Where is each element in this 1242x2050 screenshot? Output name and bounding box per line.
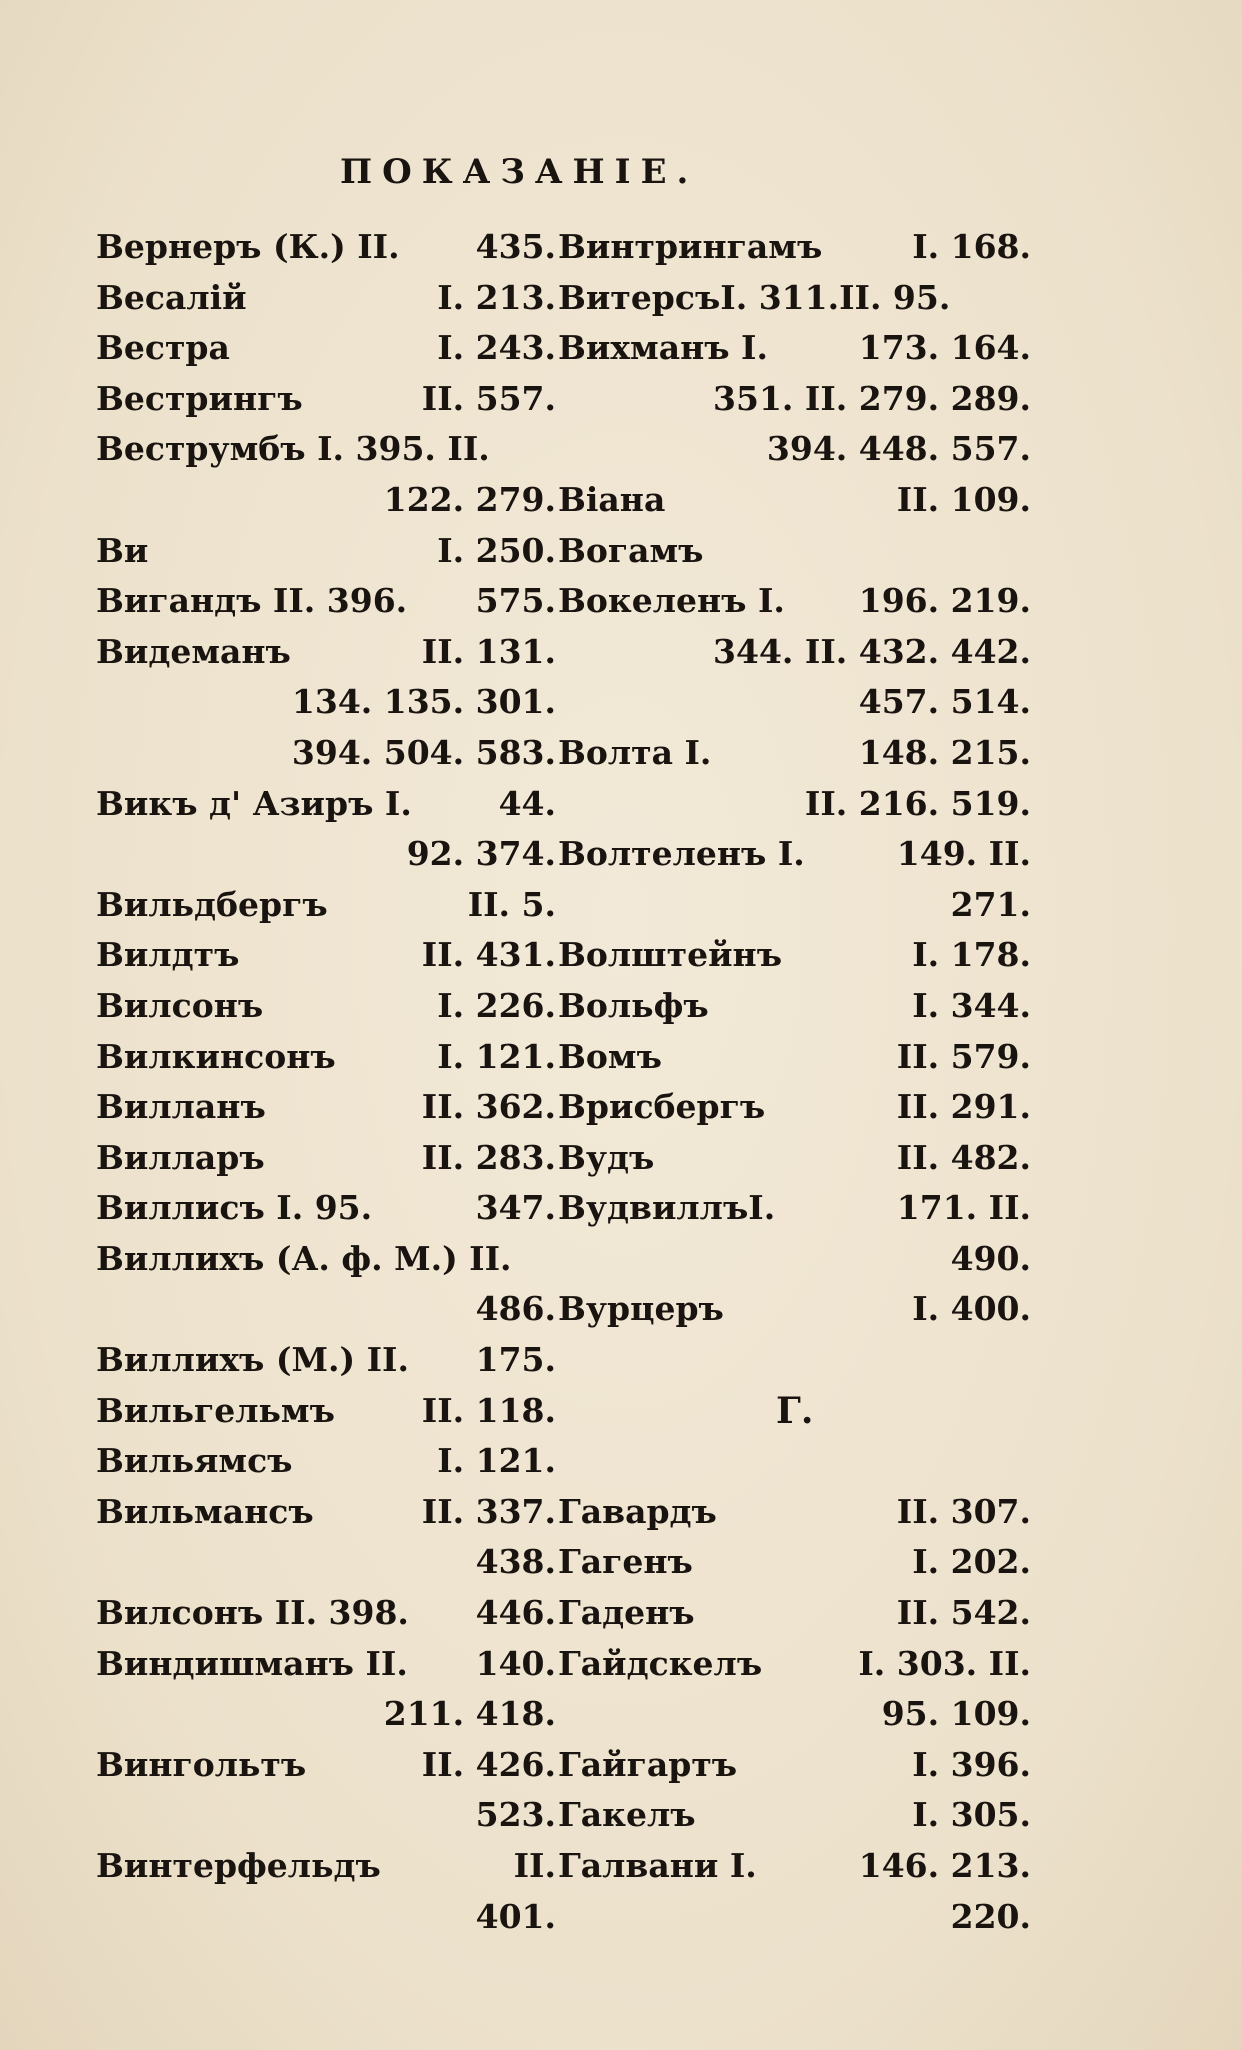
entry-name-left: Вилдтъ (96, 935, 240, 975)
section-letter: Г. (776, 1389, 814, 1432)
page-heading: ПОКАЗАНIЕ. (340, 152, 699, 192)
page-refs-right: 173. 164. (858, 328, 1031, 368)
page-refs-left: 92. 374. (406, 834, 556, 874)
index-row (96, 323, 1031, 374)
page-refs-right: II. 307. (896, 1491, 1031, 1531)
page-refs-left: II. (513, 1846, 556, 1885)
entry-name-right: Вогамъ (558, 530, 704, 570)
entry-name-left: Вильгельмъ (96, 1390, 335, 1430)
index-row (96, 1689, 1031, 1740)
index-row (96, 1335, 1031, 1386)
page-refs-right: I. 168. (912, 227, 1031, 266)
page-refs-right: II. 579. (896, 1036, 1031, 1076)
index-row (96, 1740, 1031, 1791)
index-row (96, 1841, 1031, 1892)
page-refs-left: II. 426. (421, 1744, 556, 1784)
entry-name-left: Вигандъ II. 396. (96, 581, 408, 621)
index-row (96, 222, 1031, 273)
page-refs-left: 394. 504. 583. (291, 732, 556, 772)
index-row (96, 779, 1031, 830)
entry-name-left: Виллихъ (М.) II. (96, 1340, 409, 1380)
page-refs-left: II. 362. (421, 1087, 556, 1127)
entry-name-left: Виндишманъ II. (96, 1643, 408, 1683)
index-row (96, 728, 1031, 779)
entry-name-left: Виллихъ (А. ф. М.) II. (96, 1238, 512, 1278)
page-refs-left: I. 121. (437, 1441, 556, 1481)
page-refs-left: 401. (475, 1896, 556, 1936)
page-refs-left: 435. (475, 227, 556, 266)
index-row (96, 374, 1031, 425)
index-row (96, 1082, 1031, 1133)
entry-name-right: Вурцеръ (558, 1289, 724, 1329)
index-row (96, 526, 1031, 577)
entry-name-right: Гайдскелъ (558, 1643, 763, 1683)
page-refs-left: II. 337. (421, 1491, 556, 1531)
page-refs-right: II. 291. (896, 1087, 1031, 1127)
entry-name-left: Вилланъ (96, 1087, 266, 1127)
page-refs-left: II. 283. (421, 1137, 556, 1177)
entry-name-left: Веструмбъ I. 395. II. (96, 429, 490, 469)
index-row (96, 829, 1031, 880)
page-refs-left: 134. 135. 301. (291, 682, 556, 722)
page-refs-left: I. 226. (437, 985, 556, 1025)
index-row (96, 677, 1031, 728)
page-refs-left: II. 431. (421, 935, 556, 975)
page-refs-right: 271. (950, 884, 1031, 924)
index-row (96, 1234, 1031, 1285)
entry-name-left: Вильмансъ (96, 1491, 314, 1531)
entry-name-left: Винтерфельдъ (96, 1846, 381, 1885)
entry-name-right: Вихманъ I. (558, 328, 768, 368)
entry-name-right: Гавардъ (558, 1491, 717, 1531)
entry-name-right: Гаденъ (558, 1593, 695, 1633)
entry-name-right: Волштейнъ (558, 935, 783, 975)
entry-name-right: Вудъ (558, 1137, 655, 1177)
page-refs-left: 175. (475, 1340, 556, 1380)
index-row (96, 273, 1031, 324)
entry-name-left: Вилларъ (96, 1137, 265, 1177)
entry-name-right: Волта I. (558, 732, 712, 772)
index-row (96, 981, 1031, 1032)
page-refs-left: II. 131. (421, 631, 556, 671)
entry-name-left: Вестрингъ (96, 378, 303, 418)
page-refs-left: I. 243. (437, 328, 556, 368)
entry-name-left: Вернеръ (К.) II. (96, 227, 400, 266)
index-row (96, 576, 1031, 627)
index-row (96, 1284, 1031, 1335)
page-refs-right: 148. 215. (858, 732, 1031, 772)
entry-name-right: ВудвиллъI. (558, 1188, 776, 1228)
entry-name-right: Гагенъ (558, 1542, 693, 1582)
index-row (96, 1487, 1031, 1538)
page-refs-right: I. 305. (912, 1795, 1031, 1835)
page-refs-right: 171. II. (896, 1188, 1031, 1228)
entry-name-left: Вильямсъ (96, 1441, 293, 1481)
page-refs-left: 523. (475, 1795, 556, 1835)
page-refs-left: 211. 418. (383, 1694, 556, 1734)
entry-name-left: Вилсонъ II. 398. (96, 1593, 409, 1633)
page-refs-right: 490. (950, 1238, 1031, 1278)
entry-name-right: Гайгартъ (558, 1744, 738, 1784)
entry-name-left: Вилсонъ (96, 985, 264, 1025)
page-refs-right: 196. 219. (858, 581, 1031, 621)
entry-name-right: Галвани I. (558, 1846, 757, 1885)
entry-name-left: Вильдбергъ (96, 884, 328, 924)
page-refs-left: 44. (498, 783, 556, 823)
index-row (96, 1133, 1031, 1184)
page-refs-left: I. 213. (437, 277, 556, 317)
entry-name-left: Ви (96, 530, 149, 570)
index-columns (96, 222, 1031, 1942)
entry-name-right: Врисбергъ (558, 1087, 766, 1127)
page-refs-right: I. 202. (912, 1542, 1031, 1582)
index-row (96, 1032, 1031, 1083)
entry-name-right: Вольфъ (558, 985, 709, 1025)
index-row (96, 1183, 1031, 1234)
page-refs-left: I. 121. (437, 1036, 556, 1076)
page-refs-left: I. 250. (437, 530, 556, 570)
page-refs-right: 95. 109. (881, 1694, 1031, 1734)
index-row (96, 475, 1031, 526)
index-row (96, 1386, 1031, 1437)
page-refs-right: I. 396. (912, 1744, 1031, 1784)
entry-name-left: Вестра (96, 328, 230, 368)
page-refs-left: 446. (475, 1593, 556, 1633)
entry-name-right: ВитерсъI. 311.II. 95. (558, 277, 951, 317)
page-refs-left: 575. (475, 581, 556, 621)
entry-name-right: Волтеленъ I. (558, 834, 805, 874)
page-refs-left: 122. 279. (383, 479, 556, 519)
entry-name-left: Вингольтъ (96, 1744, 307, 1784)
index-row (96, 627, 1031, 678)
index-row (96, 424, 1031, 475)
index-row (96, 1436, 1031, 1487)
index-row (96, 930, 1031, 981)
page-refs-right: II. 216. 519. (804, 783, 1031, 823)
page-refs-right: I. 344. (912, 985, 1031, 1025)
page-refs-left: 347. (475, 1188, 556, 1228)
page-refs-right: 344. II. 432. 442. (713, 631, 1031, 671)
entry-name-left: Викъ д' Азиръ I. (96, 783, 412, 823)
page-refs-right: 394. 448. 557. (766, 429, 1031, 469)
page-refs-left: 486. (475, 1289, 556, 1329)
page-refs-left: 438. (475, 1542, 556, 1582)
entry-name-right: Винтрингамъ (558, 227, 823, 266)
entry-name-left: Вилкинсонъ (96, 1036, 336, 1076)
page-refs-right: I. 303. II. (858, 1643, 1031, 1683)
page-refs-right: 351. II. 279. 289. (713, 378, 1031, 418)
page-refs-right: II. 482. (896, 1137, 1031, 1177)
entry-name-right: Вокеленъ I. (558, 581, 785, 621)
entry-name-right: Гакелъ (558, 1795, 696, 1835)
page-refs-left: II. 5. (467, 884, 556, 924)
page-refs-right: 149. II. (896, 834, 1031, 874)
page-refs-right: I. 178. (912, 935, 1031, 975)
page-refs-right: II. 109. (896, 479, 1031, 519)
entry-name-left: Весалій (96, 277, 247, 317)
entry-name-left: Виллисъ I. 95. (96, 1188, 373, 1228)
index-row (96, 1588, 1031, 1639)
entry-name-right: Вомъ (558, 1036, 662, 1076)
index-row (96, 1537, 1031, 1588)
entry-name-left: Видеманъ (96, 631, 291, 671)
page-refs-left: 140. (475, 1643, 556, 1683)
page-refs-right: I. 400. (912, 1289, 1031, 1329)
index-row (96, 880, 1031, 931)
entry-name-right: Віана (558, 479, 666, 519)
page-refs-right: 146. 213. (858, 1846, 1031, 1885)
index-row (96, 1892, 1031, 1943)
index-row (96, 1790, 1031, 1841)
index-row (96, 1639, 1031, 1690)
page-refs-right: II. 542. (896, 1593, 1031, 1633)
page-refs-right: 220. (950, 1896, 1031, 1936)
page-refs-left: II. 118. (421, 1390, 556, 1430)
page-refs-left: II. 557. (421, 378, 556, 418)
page-refs-right: 457. 514. (858, 682, 1031, 722)
